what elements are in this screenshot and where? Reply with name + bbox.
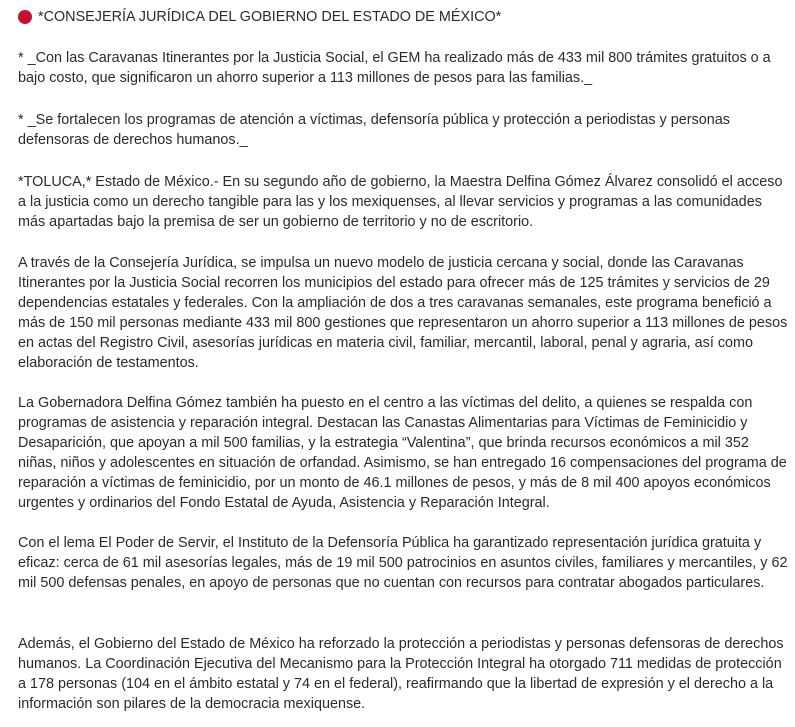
body-paragraph-3: La Gobernadora Delfina Gómez también ha puesto en el centro a las víctimas del delito, a quienes se respalda con programas de asistencia y reparación integral. Destacan las Canastas Alimentarias para Víctimas de Feminicidio y Desaparición, que apoyan a mil 500 familias, y la estrategia “Valentina”, que brinda recursos económicos a mil 352 niñas, niños y adolescentes en situación de orfandad. Asimismo, se han entregado 16 compensaciones del programa de reparación a víctimas de feminicidio, por un monto de 46.1 millones de pesos, y más de 8 mil 400 apoyos económicos urgentes y ordinarios del Fondo Estatal de Ayuda, Asistencia y Reparación Integral. bbox=[18, 395, 787, 511]
body-paragraph-2: A través de la Consejería Jurídica, se impulsa un nuevo modelo de justicia cercana y social, donde las Caravanas Itinerantes por la Justicia Social recorren los municipios del estado para ofrecer más de 125 trámites y servicios de 29 dependencias estatales y federales. Con la ampliación de dos a tres caravanas semanales, este programa benefició a más de 150 mil personas mediante 433 mil 800 gestiones que representaron un ahorro superior a 113 millones de pesos en actas del Registro Civil, asesorías jurídicas en materia civil, familiar, mercantil, laboral, penal y agraria, así como elaboración de testamentos. bbox=[18, 255, 788, 371]
document-header bbox=[18, 7, 788, 27]
body-paragraph-5: Además, el Gobierno del Estado de México ha reforzado la protección a periodistas y personas defensoras de derechos humanos. La Coordinación Ejecutiva del Mecanismo para la Protección Integral ha otorgado 711 medidas de protección a 178 personas (104 en el ámbito estatal y 74 en el federal), reafirmando que la libertad de expresión y el derecho a la información son pilares de la democracia mexiquense. bbox=[18, 636, 784, 712]
summary-bullet-1: * _Con las Caravanas Itinerantes por la Justicia Social, el GEM ha realizado más de 433 mil 800 trámites gratuitos o a bajo costo, que significaron un ahorro superior a 113 millones de pesos para las familias._ bbox=[18, 50, 771, 86]
header-title: *CONSEJERÍA JURÍDICA DEL GOBIERNO DEL ESTADO DE MÉXICO* bbox=[38, 9, 502, 25]
body-paragraph-4: Con el lema El Poder de Servir, el Instituto de la Defensoría Pública ha garantizado representación jurídica gratuita y eficaz: cerca de 61 mil asesorías legales, más de 19 mil 500 patrocinios en asuntos civiles, familiares y mercantiles, y 62 mil 500 defensas penales, en apoyo de personas que no cuentan con recursos para contratar abogados particulares. bbox=[18, 535, 788, 591]
body-paragraph-1: *TOLUCA,* Estado de México.- En su segundo año de gobierno, la Maestra Delfina Gómez Álvarez consolidó el acceso a la justicia como un derecho tangible para las y los mexiquenses, al llevar servicios y programas a las comunidades más apartadas bajo la premisa de ser un gobierno de territorio y no de escritorio. bbox=[18, 174, 783, 230]
summary-bullet-2: * _Se fortalecen los programas de atención a víctimas, defensoría pública y protección a periodistas y personas defensoras de derechos humanos._ bbox=[18, 112, 730, 148]
red-circle-icon bbox=[18, 10, 32, 24]
